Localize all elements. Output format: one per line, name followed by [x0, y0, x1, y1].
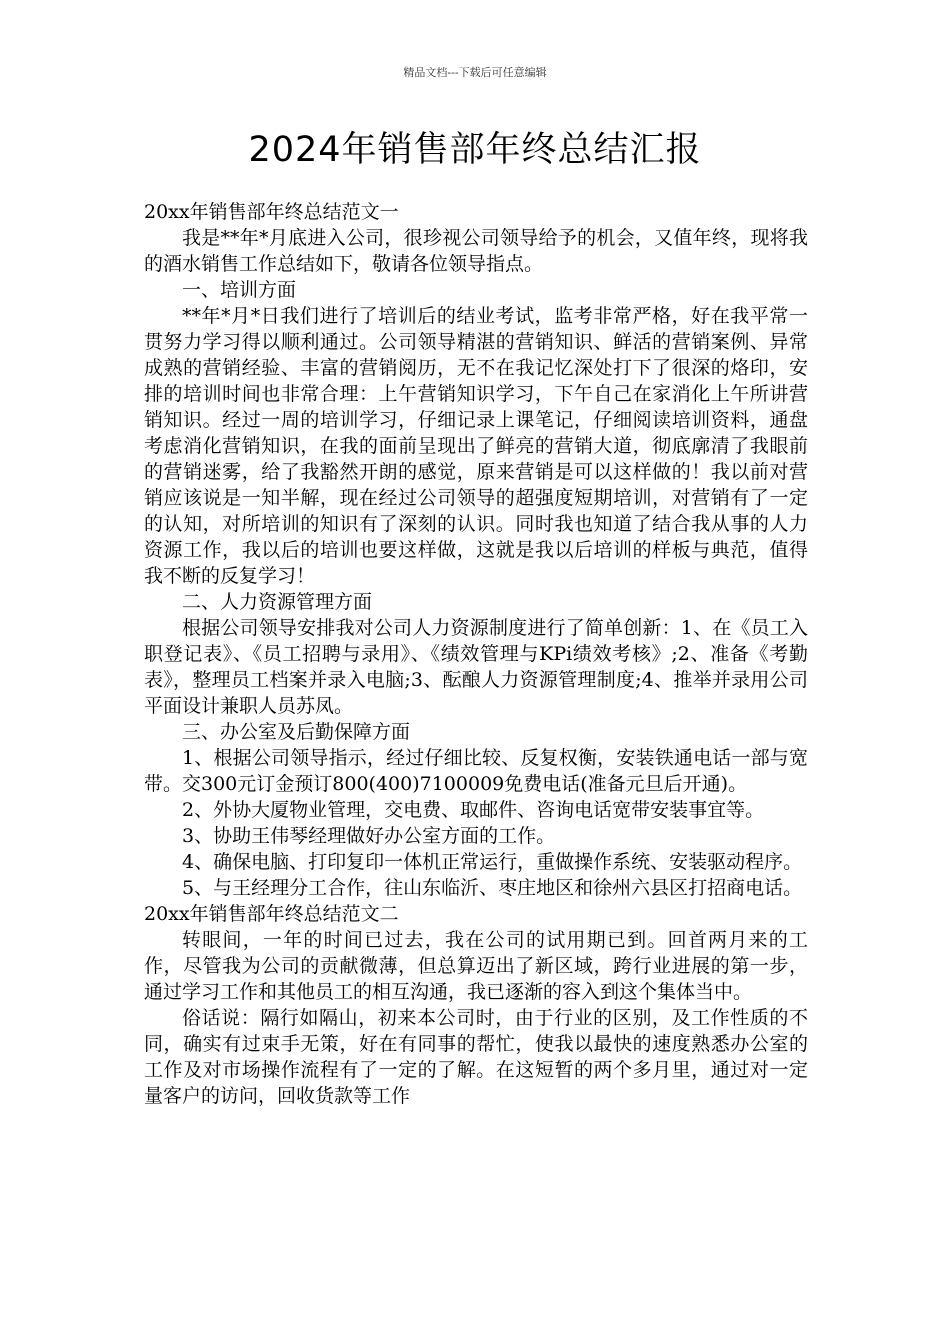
- paragraph: 转眼间，一年的时间已过去，我在公司的试用期已到。回首两月来的工作，尽管我为公司的贡献微薄，但总算迈出了新区域，跨行业进展的第一步，通过学习工作和其他员工的相互沟通，我已逐渐的容入到这个集体当中。: [144, 929, 808, 1003]
- document-title: 2024年销售部年终总结汇报: [248, 130, 702, 170]
- paragraph: 20xx年销售部年终总结范文一: [144, 201, 399, 223]
- paragraph: 根据公司领导安排我对公司人力资源制度进行了简单创新：1、在《员工入职登记表》、《员工招聘与录用》、《绩效管理与KPi绩效考核》;2、准备《考勤表》，整理员工档案并录入电脑;3、酝酿人力资源管理制度;4、推举并录用公司平面设计兼职人员苏凤。: [144, 617, 808, 717]
- paragraph: 我是**年*月底进入公司，很珍视公司领导给予的机会，又值年终，现将我的酒水销售工作总结如下，敬请各位领导指点。: [144, 227, 808, 275]
- paragraph: **年*月*日我们进行了培训后的结业考试，监考非常严格，好在我平常一贯努力学习得以顺利通过。公司领导精湛的营销知识、鲜活的营销案例、异常成熟的营销经验、丰富的营销阅历，无不在我记忆深处打下了很深的烙印，安排的培训时间也非常合理：上午营销知识学习，下午自己在家消化上午所讲营销知识。经过一周的培训学习，仔细记录上课笔记，仔细阅读培训资料，通盘考虑消化营销知识，在我的面前呈现出了鲜亮的营销大道，彻底廓清了我眼前的营销迷雾，给了我豁然开朗的感觉，原来营销是可以这样做的！我以前对营销应该说是一知半解，现在经过公司领导的超强度短期培训，对营销有了一定的认知，对所培训的知识有了深刻的认识。同时我也知道了结合我从事的人力资源工作，我以后的培训也要这样做，这就是我以后培训的样板与典范，值得我不断的反复学习！: [144, 305, 808, 587]
- paragraph: 5、与王经理分工合作，往山东临沂、枣庄地区和徐州六县区打招商电话。: [182, 877, 803, 899]
- paragraph: 20xx年销售部年终总结范文二: [144, 903, 399, 925]
- paragraph: 4、确保电脑、打印复印一体机正常运行，重做操作系统、安装驱动程序。: [182, 851, 803, 873]
- paragraph: 俗话说：隔行如隔山，初来本公司时，由于行业的区别，及工作性质的不同，确实有过束手无策，好在有同事的帮忙，使我以最快的速度熟悉办公室的工作及对市场操作流程有了一定的了解。在这短暂的两个多月里，通过对一定量客户的访问，回收货款等工作: [144, 1007, 808, 1107]
- paragraph: 二、人力资源管理方面: [182, 591, 373, 613]
- paragraph: 一、培训方面: [182, 279, 297, 301]
- paragraph: 2、外协大厦物业管理，交电费、取邮件、咨询电话宽带安装事宜等。: [182, 799, 765, 821]
- document-body: [144, 199, 808, 1109]
- paragraph: 1、根据公司领导指示，经过仔细比较、反复权衡，安装铁通电话一部与宽带。交300元订金预订800(400)7100009免费电话(准备元旦后开通)。: [144, 747, 808, 795]
- paragraph: 三、办公室及后勤保障方面: [182, 721, 411, 743]
- paragraph: 3、协助王伟琴经理做好办公室方面的工作。: [182, 825, 556, 847]
- header-note: 精品文档---下载后可任意编辑: [403, 66, 547, 79]
